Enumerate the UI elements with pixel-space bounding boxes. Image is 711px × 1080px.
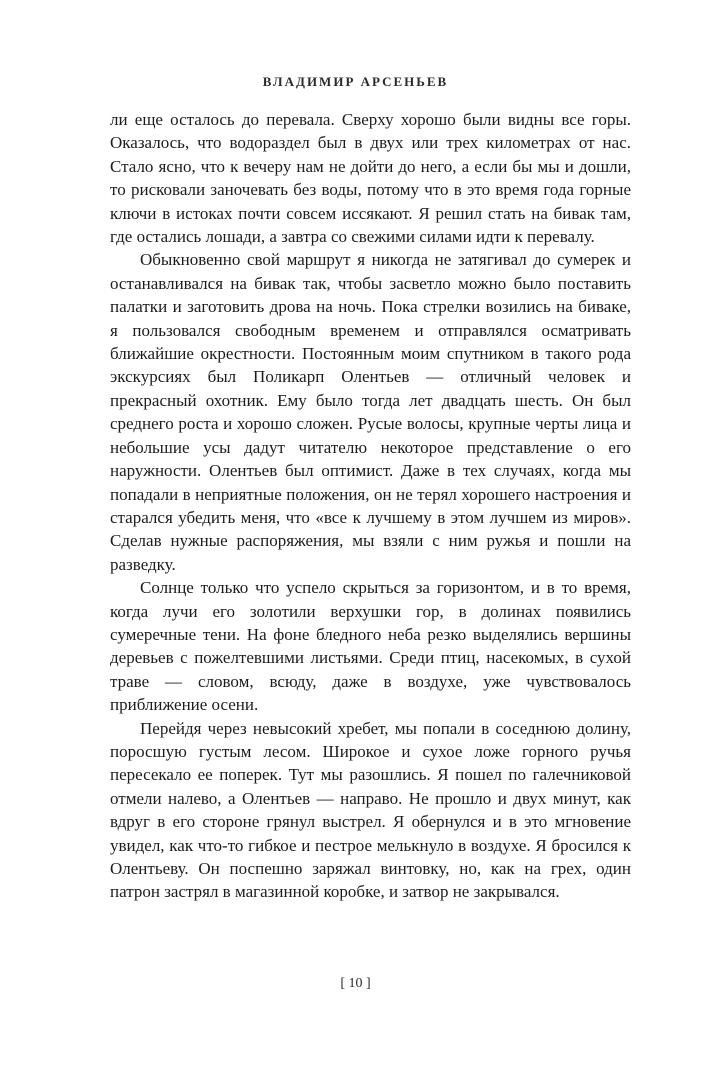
body-text — [110, 108, 631, 904]
page-number: [ 10 ] — [340, 976, 371, 991]
paragraph: Обыкновенно свой маршрут я никогда не затягивал до сумерек и останавливался на бивак так, чтобы засветло можно было поставить палатки и заготовить дрова на ночь. Пока стрелки возились на биваке, я пользовался свободным временем и отправлялся осматривать ближайшие окрестности. Постоянным моим спутником в такого рода экскурсиях был Поликарп Олентьев — отличный человек и прекрасный охотник. Ему было тогда лет двадцать шесть. Он был среднего роста и хорошо сложен. Русые волосы, крупные черты лица и небольшие усы дадут читателю некоторое представление о его наружности. Олентьев был оптимист. Даже в тех случаях, когда мы попадали в неприятные положения, он не терял хорошего настроения и старался убедить меня, что «все к лучшему в этом лучшем из миров». Сделав нужные распоряжения, мы взяли с ним ружья и пошли на разведку. — [110, 250, 631, 574]
paragraph: Солнце только что успело скрыться за горизонтом, и в то время, когда лучи его золотили верхушки гор, в долинах появились сумеречные тени. На фоне бледного неба резко выделялись вершины деревьев с пожелтевшими листьями. Среди птиц, насекомых, в сухой траве — словом, всюду, даже в воздухе, уже чувствовалось приближение осени. — [110, 578, 631, 715]
paragraph: ли еще осталось до перевала. Сверху хорошо были видны все горы. Оказалось, что водораздел был в двух или трех километрах от нас. Стало ясно, что к вечеру нам не дойти до него, а если бы мы и дошли, то рисковали заночевать без воды, потому что в это время года горные ключи в истоках почти совсем иссякают. Я решил стать на бивак там, где остались лошади, а завтра со свежими силами идти к перевалу. — [110, 110, 631, 247]
running-header-author: ВЛАДИМИР АРСЕНЬЕВ — [262, 74, 449, 89]
paragraph: Перейдя через невысокий хребет, мы попали в соседнюю долину, поросшую густым лесом. Широкое и сухое ложе горного ручья пересекало ее поперек. Тут мы разошлись. Я пошел по галечниковой отмели налево, а Олентьев — направо. Не прошло и двух минут, как вдруг в его стороне грянул выстрел. Я обернулся и в это мгновение увидел, как что-то гибкое и пестрое мелькнуло в воздухе. Я бросился к Олентьеву. Он поспешно заряжал винтовку, но, как на грех, один патрон застрял в магазинной коробке, и затвор не закрывался. — [110, 718, 631, 902]
